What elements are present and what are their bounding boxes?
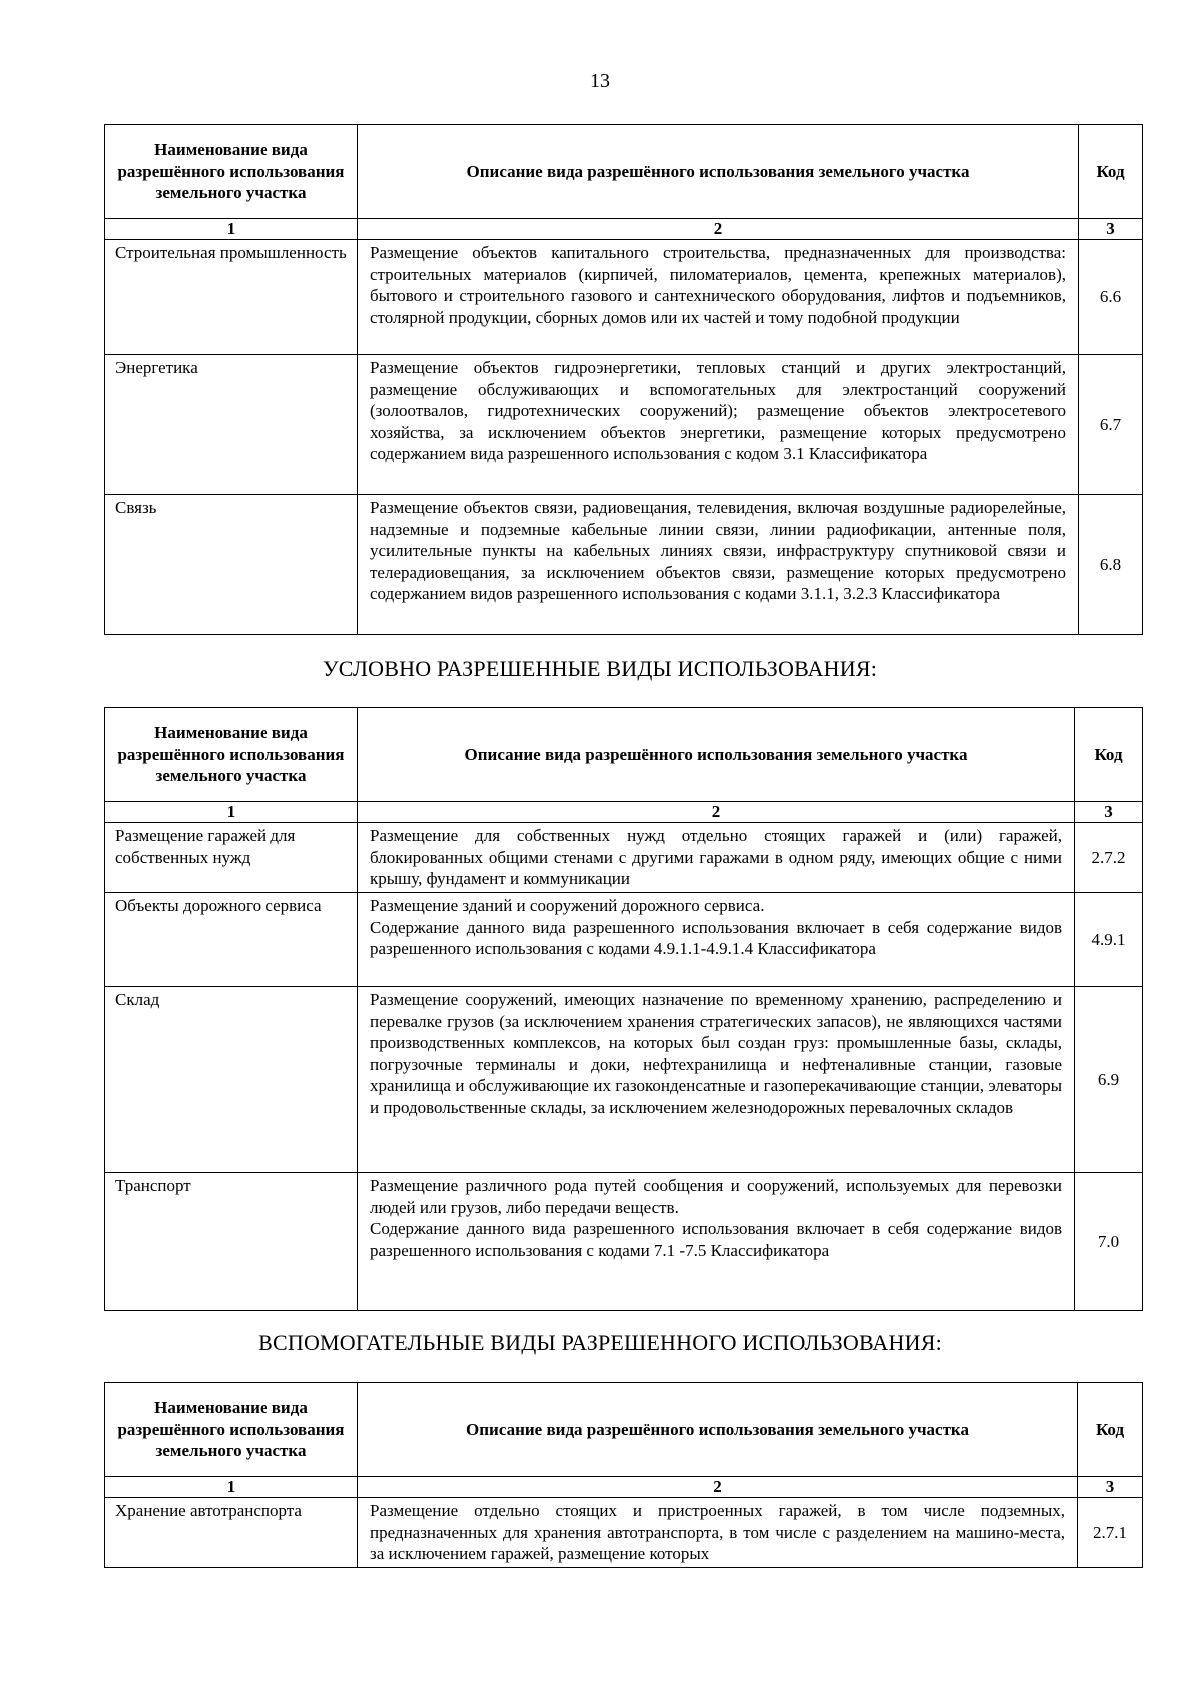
header-description: Описание вида разрешённого использования земельного участка xyxy=(358,708,1075,802)
table-header-row xyxy=(105,1383,1143,1477)
header-name: Наименование вида разрешённого использования земельного участка xyxy=(105,1383,358,1477)
use-code: 2.7.2 xyxy=(1075,823,1143,893)
table-header-row xyxy=(105,125,1143,219)
column-number: 1 xyxy=(105,802,358,823)
column-number-row xyxy=(105,1477,1143,1498)
use-description: Размещение объектов связи, радиовещания, телевидения, включая воздушные радиорелейные, надземные и подземные кабельные линии связи, линии радиофикации, антенные поля, усилительные пункты на кабельных линиях связи, инфраструктуру спутниковой связи и телерадиовещания, за исключением объектов связи, размещение которых предусмотрено содержанием видов разрешенного использования с кодами 3.1.1, 3.2.3 Классификатора xyxy=(358,495,1079,635)
column-number: 1 xyxy=(105,219,358,240)
use-description xyxy=(358,987,1075,1173)
table-row xyxy=(105,240,1143,355)
use-description: Размещение отдельно стоящих и пристроенных гаражей, в том числе подземных, предназначенных для хранения автотранспорта, в том числе с разделением на машино-места, за исключением гаражей, размещение которых xyxy=(358,1498,1078,1568)
auxiliary-uses-table xyxy=(104,1382,1143,1568)
description-paragraph: Размещение для собственных нужд отдельно стоящих гаражей и (или) гаражей, блокированных общими стенами с другими гаражами в одном ряду, имеющих общие с ними крышу, фундамент и коммуникации xyxy=(370,826,1062,888)
table-header-row xyxy=(105,708,1143,802)
use-description: Размещение объектов гидроэнергетики, тепловых станций и других электростанций, размещение обслуживающих и вспомогательных для электростанций сооружений (золоотвалов, гидротехнических сооружений); размещение объектов электросетевого хозяйства, за исключением объектов энергетики, размещение которых предусмотрено содержанием вида разрешенного использования с кодом 3.1 Классификатора xyxy=(358,355,1079,495)
use-code: 6.8 xyxy=(1079,495,1143,635)
column-number: 3 xyxy=(1078,1477,1143,1498)
header-code: Код xyxy=(1079,125,1143,219)
table-row xyxy=(105,355,1143,495)
use-name: Объекты дорожного сервиса xyxy=(105,893,358,987)
table-row xyxy=(105,987,1143,1173)
column-number: 1 xyxy=(105,1477,358,1498)
use-code: 4.9.1 xyxy=(1075,893,1143,987)
page-number: 13 xyxy=(590,70,610,92)
header-name: Наименование вида разрешённого использования земельного участка xyxy=(105,125,358,219)
use-description xyxy=(358,823,1075,893)
header-code: Код xyxy=(1075,708,1143,802)
column-number: 2 xyxy=(358,1477,1078,1498)
description-paragraph: Содержание данного вида разрешенного использования включает в себя содержание видов разрешенного использования с кодами 4.9.1.1-4.9.1.4 Классификатора xyxy=(370,917,1062,958)
section-heading-conditional: УСЛОВНО РАЗРЕШЕННЫЕ ВИДЫ ИСПОЛЬЗОВАНИЯ: xyxy=(322,656,878,681)
column-number: 3 xyxy=(1079,219,1143,240)
table-row xyxy=(105,893,1143,987)
use-code: 7.0 xyxy=(1075,1173,1143,1311)
column-number: 2 xyxy=(358,802,1075,823)
table-row xyxy=(105,1173,1143,1311)
column-number-row xyxy=(105,802,1143,823)
use-name: Связь xyxy=(105,495,358,635)
header-code: Код xyxy=(1078,1383,1143,1477)
use-code: 6.6 xyxy=(1079,240,1143,355)
use-name: Хранение автотранспорта xyxy=(105,1498,358,1568)
table-row xyxy=(105,495,1143,635)
header-name: Наименование вида разрешённого использования земельного участка xyxy=(105,708,358,802)
use-description xyxy=(358,893,1075,987)
use-description: Размещение объектов капитального строительства, предназначенных для производства: строительных материалов (кирпичей, пиломатериалов, цемента, крепежных материалов), бытового и строительного газового и сантехнического оборудования, лифтов и подъемников, столярной продукции, сборных домов или их частей и тому подобной продукции xyxy=(358,240,1079,355)
column-number-row xyxy=(105,219,1143,240)
use-code: 2.7.1 xyxy=(1078,1498,1143,1568)
section-heading-auxiliary: ВСПОМОГАТЕЛЬНЫЕ ВИДЫ РАЗРЕШЕННОГО ИСПОЛЬЗОВАНИЯ: xyxy=(258,1330,942,1355)
column-number: 3 xyxy=(1075,802,1143,823)
use-name: Транспорт xyxy=(105,1173,358,1311)
table-row xyxy=(105,823,1143,893)
use-name: Склад xyxy=(105,987,358,1173)
conditional-uses-table xyxy=(104,707,1143,1311)
description-paragraph: Размещение различного рода путей сообщения и сооружений, используемых для перевозки людей или грузов, либо передачи веществ. xyxy=(370,1176,1062,1217)
use-name: Энергетика xyxy=(105,355,358,495)
use-code: 6.9 xyxy=(1075,987,1143,1173)
description-paragraph: Содержание данного вида разрешенного использования включает в себя содержание видов разрешенного использования с кодами 7.1 -7.5 Классификатора xyxy=(370,1219,1062,1260)
use-name: Строительная промышленность xyxy=(105,240,358,355)
use-description xyxy=(358,1173,1075,1311)
permitted-uses-table xyxy=(104,124,1143,635)
description-paragraph: Размещение сооружений, имеющих назначение по временному хранению, распределению и перевалке грузов (за исключением хранения стратегических запасов), не являющихся частями производственных комплексов, на которых был создан груз: промышленные базы, склады, погрузочные терминалы и доки, нефтехранилища и нефтеналивные станции, газовые хранилища и обслуживающие их газоконденсатные и газоперекачивающие станции, элеваторы и продовольственные склады, за исключением железнодорожных перевалочных складов xyxy=(370,990,1062,1117)
column-number: 2 xyxy=(358,219,1079,240)
header-description: Описание вида разрешённого использования земельного участка xyxy=(358,1383,1078,1477)
use-code: 6.7 xyxy=(1079,355,1143,495)
description-paragraph: Размещение зданий и сооружений дорожного сервиса. xyxy=(370,896,765,915)
use-name: Размещение гаражей для собственных нужд xyxy=(105,823,358,893)
header-description: Описание вида разрешённого использования земельного участка xyxy=(358,125,1079,219)
table-row xyxy=(105,1498,1143,1568)
